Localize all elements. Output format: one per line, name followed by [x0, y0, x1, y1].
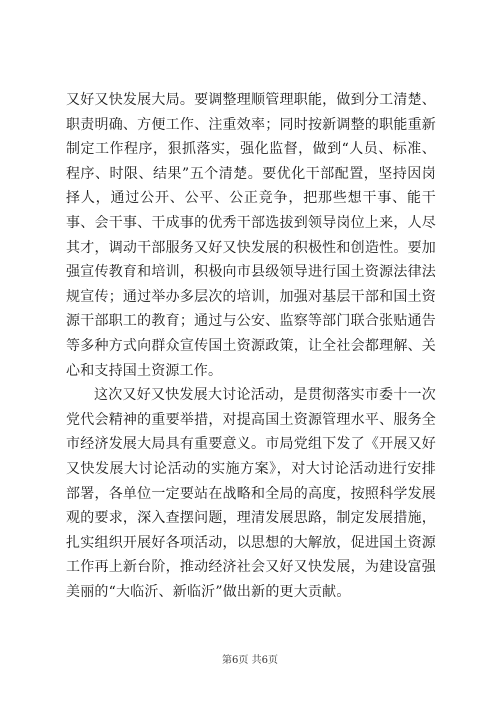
paragraph-continuation: 又好又快发展大局。要调整理顺管理职能，做到分工清楚、职责明确、方便工作、注重效率；同时按新调整的职能重新制定工作程序，狠抓落实，强化监督，做到“人员、标准、程序、时限、结果”五个清楚。要优化干部配置，坚持因岗择人，通过公开、公平、公正竞争，把那些想干事、能干事、会干事、干成事的优秀干部选拔到领导岗位上来，人尽其才，调动干部服务又好又快发展的积极性和创造性。要加强宣传教育和培训，积极向市县级领导进行国土资源法律法规宣传；通过举办多层次的培训，加强对基层干部和国土资源干部职工的教育；通过与公安、监察等部门联合张贴通告等多种方式向群众宣传国土资源政策，让全社会都理解、关心和支持国土资源工作。: [66, 92, 436, 379]
document-body: [66, 88, 436, 604]
page-number-footer: 第6页 共6页: [222, 655, 278, 666]
paragraph-discussion-activity: 这次又好又快发展大讨论活动，是贯彻落实市委十一次党代会精神的重要举措，对提高国土资源管理水平、服务全市经济发展大局具有重要意义。市局党组下发了《开展又好又快发展大讨论活动的实施方案》，对大讨论活动进行安排部署，各单位一定要站在战略和全局的高度，按照科学发展观的要求，深入查摆问题，理清发展思路，制定发展措施，扎实组织开展好各项活动，以思想的大解放，促进国土资源工作再上新台阶，推动经济社会又好又快发展，为建设富强美丽的“大临沂、新临沂”做出新的更大贡献。: [66, 387, 436, 600]
